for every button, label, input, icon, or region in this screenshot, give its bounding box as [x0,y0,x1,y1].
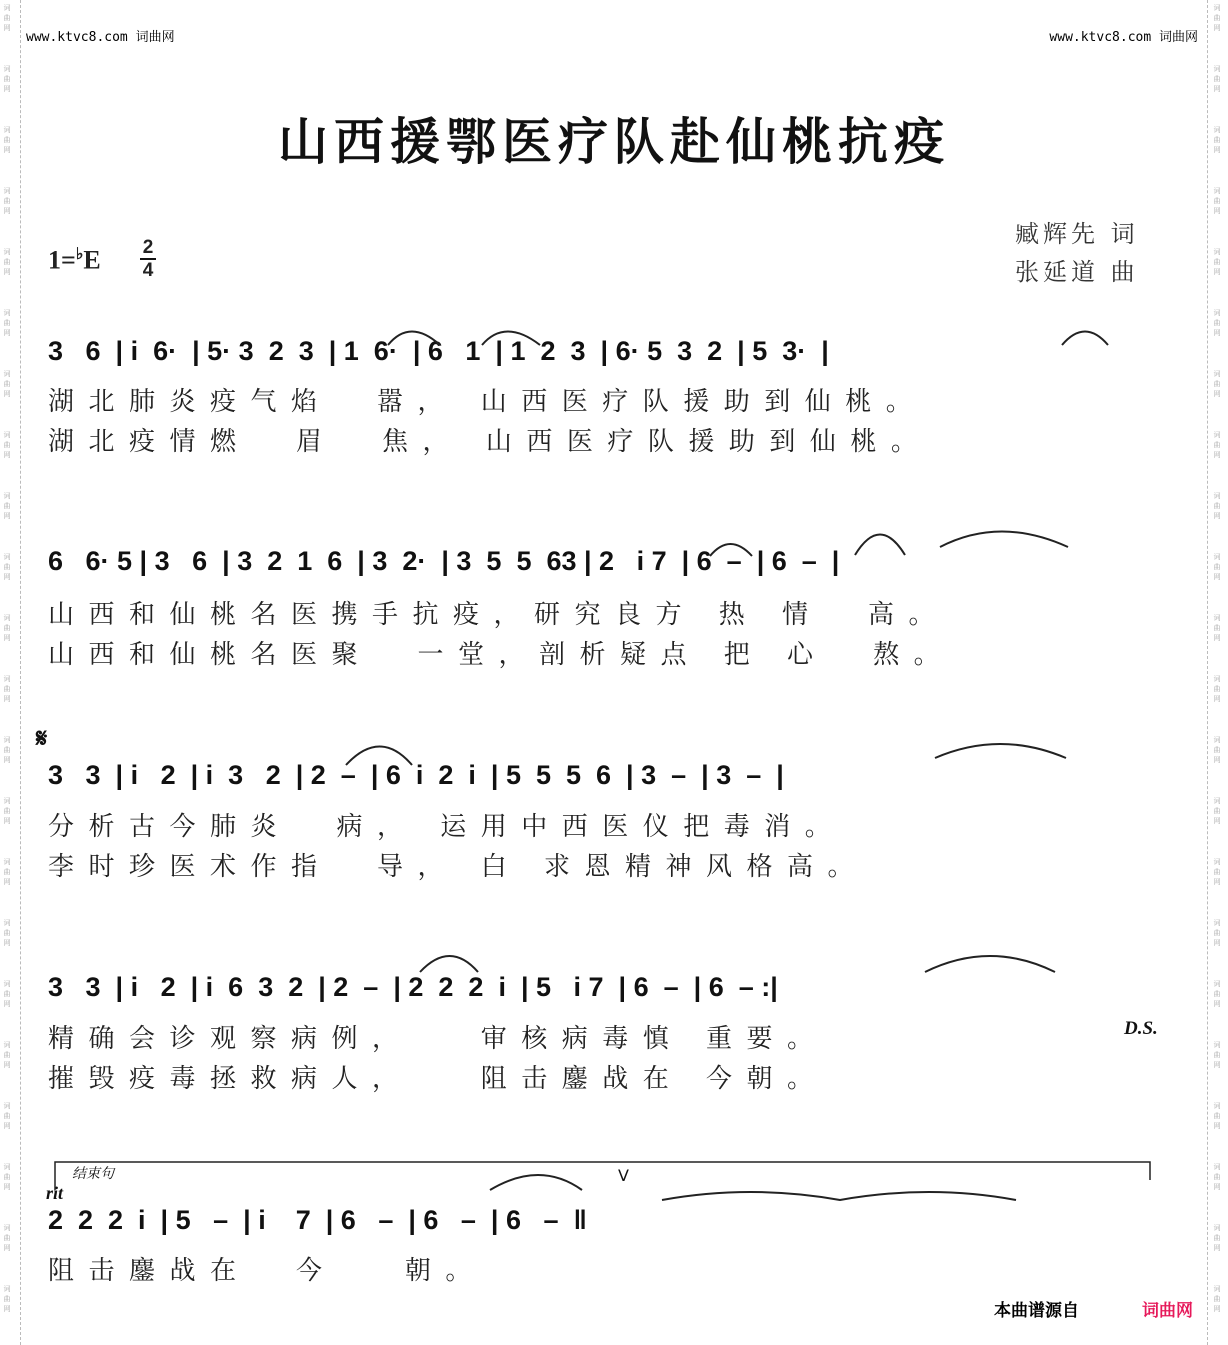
watermark-char: 词 [3,1041,11,1049]
watermark-char: 词 [1213,187,1221,195]
watermark-char: 网 [1213,24,1221,32]
watermark-char: 网 [3,695,11,703]
composer-credit: 张延道 曲 [1015,258,1139,286]
watermark-char: 词 [1213,370,1221,378]
slur-9 [420,956,478,972]
lyricist-credit: 臧辉先 词 [1015,220,1139,248]
watermark-char: 词 [3,919,11,927]
watermark-char: 网 [1213,1122,1221,1130]
watermark-char: 曲 [1213,75,1221,83]
watermark-char: 网 [1213,329,1221,337]
watermark-char: 词 [3,1285,11,1293]
key-prefix: 1= [48,245,76,275]
watermark-char: 网 [3,939,11,947]
ending-bracket [55,1162,1150,1190]
watermark-char: 词 [1213,797,1221,805]
watermark-char: 词 [1213,1163,1221,1171]
watermark-char: 词 [3,797,11,805]
watermark-char: 词 [1213,126,1221,134]
watermark-char: 网 [1213,512,1221,520]
watermark-char: 词 [1213,1224,1221,1232]
watermark-char: 词 [1213,553,1221,561]
watermark-char: 网 [3,634,11,642]
watermark-char: 词 [3,65,11,73]
watermark-char: 曲 [3,136,11,144]
notes-line-1: 3 6 | i 6· | 5· 3 2 3 | 1 6· | 6 1 | 1 2 3 | 6· 5 3 2 | 5 3· | [48,336,829,366]
watermark-char: 曲 [1213,807,1221,815]
watermark-char: 曲 [3,624,11,632]
watermark-char: 曲 [1213,746,1221,754]
notes-line-5: 2 2 2 i | 5 – | i 7 | 6 – | 6 – | 6 – ‖ [48,1205,587,1235]
watermark-char: 曲 [3,1173,11,1181]
watermark-char: 曲 [3,1112,11,1120]
watermark-char: 网 [3,756,11,764]
watermark-char: 网 [3,1183,11,1191]
watermark-char: 网 [1213,939,1221,947]
watermark-char: 网 [3,1122,11,1130]
watermark-char: 网 [1213,268,1221,276]
watermark-char: 曲 [3,1234,11,1242]
time-top: 2 [142,237,154,258]
watermark-char: 网 [3,1305,11,1313]
time-bottom: 4 [142,260,154,281]
watermark-char: 词 [1213,919,1221,927]
watermark-char: 词 [1213,675,1221,683]
watermark-char: 词 [3,126,11,134]
watermark-char: 网 [3,878,11,886]
watermark-char: 网 [3,268,11,276]
watermark-char: 网 [1213,85,1221,93]
watermark-char: 词 [3,187,11,195]
watermark-char: 网 [3,207,11,215]
slur-8 [935,744,1066,758]
watermark-char: 词 [3,675,11,683]
watermark-char: 词 [1213,431,1221,439]
source-site-link[interactable]: 词曲网 [1142,1301,1193,1320]
watermark-char: 曲 [3,990,11,998]
watermark-char: 网 [1213,207,1221,215]
watermark-char: 网 [3,1000,11,1008]
watermark-char: 网 [1213,146,1221,154]
watermark-char: 曲 [3,1295,11,1303]
watermark-char: 曲 [3,197,11,205]
watermark-char: 曲 [1213,929,1221,937]
watermark-char: 网 [1213,878,1221,886]
watermark-char: 网 [3,146,11,154]
watermark-char: 曲 [1213,1234,1221,1242]
watermark-char: 网 [1213,1000,1221,1008]
watermark-char: 曲 [1213,380,1221,388]
slur-2 [482,332,540,346]
watermark-char: 网 [3,817,11,825]
watermark-char: 曲 [1213,441,1221,449]
watermark-char: 网 [3,1244,11,1252]
watermark-char: 曲 [3,746,11,754]
watermark-char: 词 [3,553,11,561]
watermark-char: 网 [3,85,11,93]
watermark-char: 曲 [1213,1112,1221,1120]
watermark-char: 网 [1213,695,1221,703]
slur-7 [346,747,412,766]
watermark-char: 词 [1213,980,1221,988]
site-url-left: www.ktvc8.com 词曲网 [26,30,175,45]
watermark-char: 曲 [1213,624,1221,632]
watermark-char: 曲 [1213,1173,1221,1181]
watermark-char: 网 [1213,1244,1221,1252]
watermark-char: 词 [1213,736,1221,744]
watermark-char: 曲 [3,868,11,876]
lyrics-1-verse-1: 湖北肺炎疫气焰 嚣， 山西医疗队援助到仙桃。 [48,387,927,417]
watermark-char: 词 [1213,248,1221,256]
watermark-char: 词 [1213,1285,1221,1293]
watermark-char: 网 [3,512,11,520]
watermark-char: 词 [3,4,11,12]
watermark-char: 词 [3,309,11,317]
slur-10 [925,956,1055,972]
watermark-char: 词 [1213,4,1221,12]
lyrics-5: 阻击鏖战在 今 朝。 [48,1256,486,1286]
watermark-char: 词 [3,1224,11,1232]
notes-line-4: 3 3 | i 2 | i 6 3 2 | 2 – | 2 2 2 i | 5 i 7 | 6 – | 6 – :| [48,972,778,1002]
slur-4 [710,544,752,556]
watermark-char: 网 [1213,756,1221,764]
lyrics-4-verse-2: 摧毁疫毒拯救病人， 阻击鏖战在 今朝。 [48,1064,828,1094]
watermark-char: 网 [1213,1183,1221,1191]
watermark-char: 网 [1213,390,1221,398]
watermark-char: 网 [3,573,11,581]
watermark-char: 词 [3,370,11,378]
watermark-char: 曲 [3,441,11,449]
slur-3 [1062,332,1108,346]
watermark-char: 词 [3,248,11,256]
watermark-char: 网 [3,329,11,337]
watermark-char: 词 [3,736,11,744]
watermark-char: 曲 [3,14,11,22]
watermark-char: 词 [3,614,11,622]
watermark-char: 网 [1213,817,1221,825]
watermark-char: 曲 [3,319,11,327]
watermark-char: 曲 [3,502,11,510]
watermark-char: 网 [3,451,11,459]
notes-line-3: 3 3 | i 2 | i 3 2 | 2 – | 6 i 2 i | 5 5 5 6 | 3 – | 3 – | [48,760,784,790]
watermark-char: 曲 [1213,563,1221,571]
watermark-char: 曲 [3,380,11,388]
watermark-char: 曲 [1213,136,1221,144]
watermark-char: 网 [1213,1061,1221,1069]
watermark-char: 网 [1213,451,1221,459]
key-flat: ♭ [75,246,84,263]
watermark-char: 词 [1213,65,1221,73]
lyrics-2-verse-2: 山西和仙桃名医聚 一堂，剖析疑点 把 心 熬。 [48,640,955,670]
watermark-char: 网 [1213,573,1221,581]
notes-line-2: 6 6· 5 | 3 6 | 3 2 1 6 | 3 2· | 3 5 5 63 | 2 i 7 | 6 – | 6 – | [48,546,840,576]
watermark-char: 曲 [1213,14,1221,22]
watermark-char: 网 [3,1061,11,1069]
watermark-char: 词 [1213,858,1221,866]
watermark-char: 曲 [3,807,11,815]
lyrics-4-verse-1: 精确会诊观察病例， 审核病毒慎 重要。 [48,1024,828,1054]
song-title: 山西援鄂医疗队赴仙桃抗疫 [278,112,950,171]
breath-mark: V [618,1166,629,1185]
slur-6 [940,532,1068,548]
lyrics-2-verse-1: 山西和仙桃名医携手抗疫，研究良方 热 情 高。 [48,600,950,630]
watermark-char: 词 [3,492,11,500]
watermark-char: 词 [3,980,11,988]
watermark-char: 曲 [3,75,11,83]
dal-segno-mark: D.S. [1124,1018,1158,1039]
ritardando-mark: rit [46,1183,64,1203]
watermark-char: 曲 [3,1051,11,1059]
key-note: E [83,245,101,275]
watermark-char: 曲 [1213,1051,1221,1059]
watermark-char: 词 [3,1163,11,1171]
lyrics-3-verse-2: 李时珍医术作指 导， 白 求恩精神风格高。 [48,852,869,882]
ending-label: 结束句 [72,1166,114,1182]
watermark-char: 曲 [1213,868,1221,876]
source-label: 本曲谱源自 [994,1301,1079,1320]
watermark-char: 词 [1213,1102,1221,1110]
site-url-right: www.ktvc8.com 词曲网 [1049,30,1198,45]
slur-12 [662,1192,1016,1200]
watermark-char: 曲 [1213,258,1221,266]
watermark-char: 网 [1213,634,1221,642]
watermark-char: 曲 [3,929,11,937]
watermark-char: 词 [3,1102,11,1110]
watermark-char: 词 [1213,1041,1221,1049]
lyrics-3-verse-1: 分析古今肺炎 病， 运用中西医仪把毒消。 [48,812,846,842]
watermark-char: 词 [3,431,11,439]
watermark-char: 曲 [1213,319,1221,327]
watermark-char: 曲 [1213,685,1221,693]
watermark-char: 网 [3,390,11,398]
watermark-char: 网 [3,24,11,32]
segno-sign: 𝄋 [36,724,48,753]
slur-5 [855,535,905,556]
watermark-char: 曲 [1213,197,1221,205]
watermark-char: 曲 [1213,502,1221,510]
watermark-char: 曲 [1213,1295,1221,1303]
watermark-char: 曲 [3,563,11,571]
watermark-char: 词 [1213,614,1221,622]
slur-1 [388,332,440,346]
watermark-char: 网 [1213,1305,1221,1313]
watermark-char: 曲 [3,258,11,266]
watermark-char: 曲 [3,685,11,693]
watermark-char: 曲 [1213,990,1221,998]
slur-11 [490,1175,582,1190]
watermark-char: 词 [1213,309,1221,317]
watermark-char: 词 [3,858,11,866]
lyrics-1-verse-2: 湖北疫情燃 眉 焦， 山西医疗队援助到仙桃。 [48,427,932,457]
watermark-char: 词 [1213,492,1221,500]
